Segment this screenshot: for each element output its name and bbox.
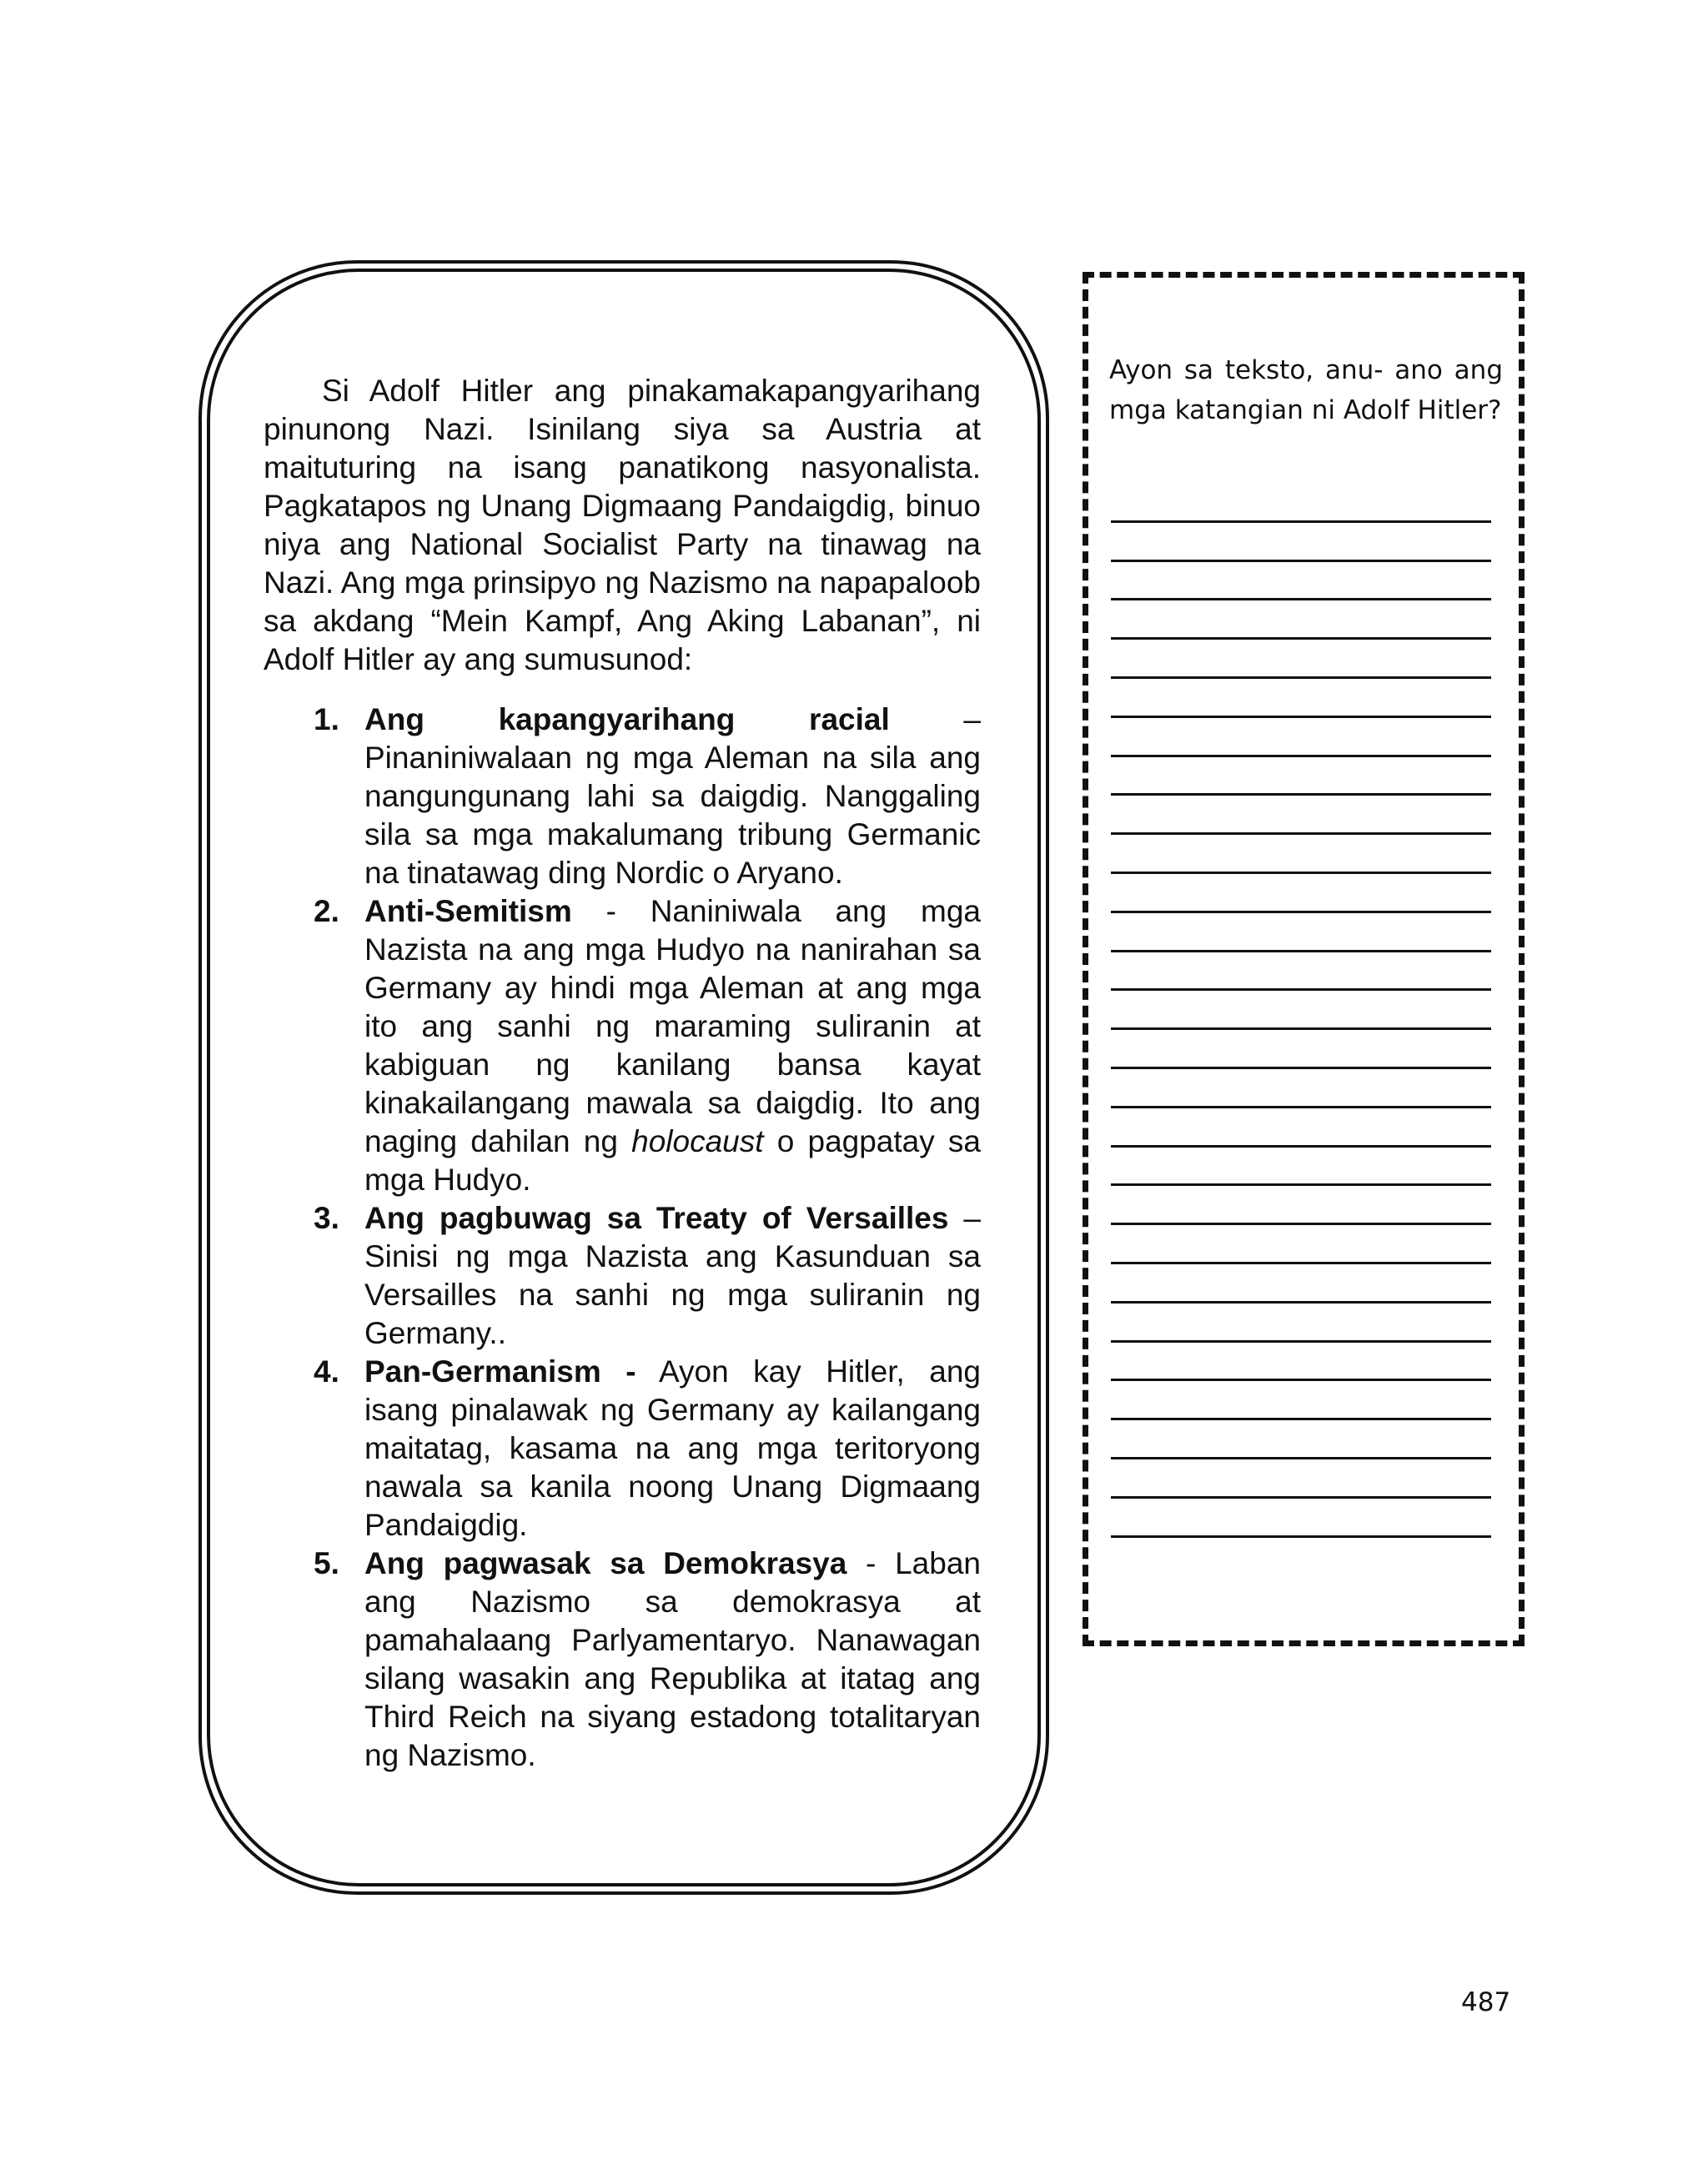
answer-line[interactable] — [1111, 1420, 1491, 1459]
answer-line[interactable] — [1111, 640, 1491, 679]
item-text: o pagpatay sa mga Hudyo. — [364, 1124, 981, 1197]
answer-line[interactable] — [1111, 796, 1491, 835]
item-number: 1. — [314, 702, 339, 736]
answer-line[interactable] — [1111, 1108, 1491, 1148]
item-text: Sinisi ng mga Nazista ang Kasunduan sa Versailles na sanhi ng mga suliranin ng Germany.. — [364, 1239, 981, 1350]
answer-line[interactable] — [1111, 1225, 1491, 1264]
answer-line[interactable] — [1111, 1148, 1491, 1187]
principle-item-3 — [264, 1199, 981, 1353]
item-term: Ang pagbuwag sa Treaty of Versailles — [364, 1201, 949, 1235]
main-text — [264, 372, 981, 1775]
item-dash: – — [963, 702, 981, 736]
item-separator: - — [846, 1546, 896, 1580]
answer-line[interactable] — [1111, 600, 1491, 640]
question-text: Ayon sa teksto, anu- ano ang mga katangian ni Adolf Hitler? — [1109, 355, 1503, 425]
answer-line[interactable] — [1111, 1304, 1491, 1343]
answer-line[interactable] — [1111, 991, 1491, 1030]
answer-line[interactable] — [1111, 913, 1491, 952]
principle-item-5 — [264, 1545, 981, 1775]
item-term-word: Ang — [364, 702, 424, 736]
answer-line[interactable] — [1111, 484, 1491, 523]
intro-paragraph: Si Adolf Hitler ang pinakamakapangyarihang pinunong Nazi. Isinilang siya sa Austria at maituturing na isang panatikong nasyonalista. Pagkatapos ng Unang Digmaang Pandaigdig, binuo niya ang National Socialist Party na tinawag na Nazi. Ang mga prinsipyo ng Nazismo na napapaloob sa akdang “Mein Kampf, Ang Aking Labanan”, ni Adolf Hitler ay ang sumusunod: — [264, 374, 981, 676]
item-separator: - — [571, 894, 651, 928]
principle-item-4 — [264, 1353, 981, 1545]
item-separator: – — [948, 1201, 981, 1235]
item-text: Naniniwala ang mga Nazista na ang mga Hudyo na nanirahan sa Germany ay hindi mga Aleman at ang mga ito ang sanhi ng maraming suliranin at kabiguan ng kanilang bansa kayat kinakailangang mawala sa daigdig. Ito ang naging dahilan ng — [364, 894, 981, 1158]
item-term: Anti-Semitism — [364, 894, 572, 928]
item-number: 4. — [314, 1354, 339, 1389]
answer-line[interactable] — [1111, 1030, 1491, 1069]
answer-lines[interactable] — [1111, 484, 1491, 1538]
answer-line[interactable] — [1111, 874, 1491, 913]
answer-line[interactable] — [1111, 1186, 1491, 1225]
answer-line[interactable] — [1111, 679, 1491, 718]
page-number: 487 — [1461, 1987, 1511, 2017]
answer-line[interactable] — [1111, 1381, 1491, 1420]
item-term: Pan-Germanism - — [364, 1354, 636, 1389]
answer-line[interactable] — [1111, 1069, 1491, 1108]
item-separator — [636, 1354, 659, 1389]
answer-line[interactable] — [1111, 523, 1491, 562]
item-text: Pinaniniwalaan ng mga Aleman na sila ang nangungunang lahi sa daigdig. Nanggaling sila sa mga makalumang tribung Germanic na tinatawag ding Nordic o Aryano. — [364, 741, 981, 890]
principle-item-1 — [264, 701, 981, 892]
item-number: 5. — [314, 1546, 339, 1580]
item-term: Ang pagwasak sa Demokrasya — [364, 1546, 847, 1580]
answer-line[interactable] — [1111, 757, 1491, 796]
answer-line[interactable] — [1111, 952, 1491, 992]
item-text: Laban ang Nazismo sa demokrasya at pamahalaang Parlyamentaryo. Nanawagan silang wasakin ang Republika at itatag ang Third Reich na siyang estadong totalitaryan ng Nazismo. — [364, 1546, 981, 1772]
principle-item-2 — [264, 892, 981, 1199]
item-text: Ayon kay Hitler, ang isang pinalawak ng Germany ay kailangang maitatag, kasama na ang mga teritoryong nawala sa kanila noong Unang Digmaang Pandaigdig. — [364, 1354, 981, 1542]
answer-line[interactable] — [1111, 562, 1491, 601]
answer-line[interactable] — [1111, 835, 1491, 874]
item-term-word: kapangyarihang — [498, 702, 736, 736]
answer-line[interactable] — [1111, 1264, 1491, 1304]
principles-list — [264, 701, 981, 1775]
answer-line[interactable] — [1111, 1499, 1491, 1538]
answer-line[interactable] — [1111, 718, 1491, 757]
item-term-word: racial — [809, 702, 890, 736]
answer-line[interactable] — [1111, 1343, 1491, 1382]
item-1-term-line — [364, 701, 981, 739]
item-number: 3. — [314, 1201, 339, 1235]
answer-line[interactable] — [1111, 1459, 1491, 1499]
item-italic-text: holocaust — [631, 1124, 764, 1158]
item-number: 2. — [314, 894, 339, 928]
